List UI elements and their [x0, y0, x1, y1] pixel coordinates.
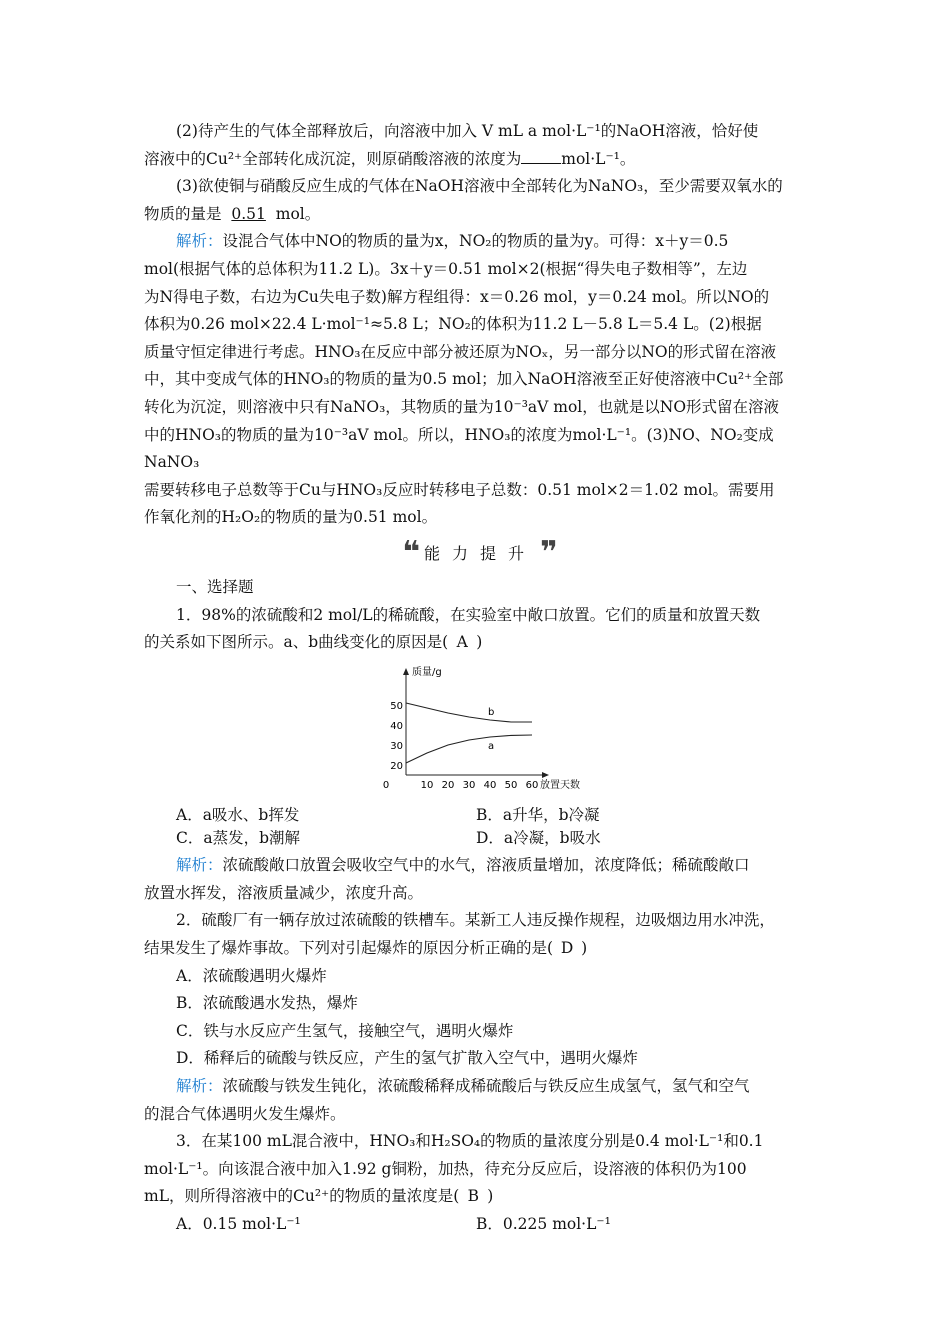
option-b: B．浓硫酸遇水发热，爆炸 — [176, 994, 358, 1013]
section-title: 能力提升 — [423, 544, 536, 564]
option-a: A．0.15 mol·L⁻¹ — [176, 1215, 301, 1233]
q2-part2-text: 溶液中的Cu²⁺全部转化成沉淀，则原硝酸溶液的浓度为 — [144, 149, 522, 168]
analysis-text: 设混合气体中NO的物质的量为x，NO₂的物质的量为y。可得：x＋y＝0.5 — [222, 232, 729, 251]
answer-blank — [521, 149, 561, 164]
open-quote-icon: ❝ — [402, 534, 420, 570]
analysis-1-line: 体积为0.26 mol×22.4 L·mol⁻¹≈5.8 L；NO₂的体积为11.2 L－5.8 L＝5.4 L。(2)根据 — [144, 315, 762, 334]
analysis-label: 解析： — [176, 1077, 223, 1096]
analysis-label: 解析： — [176, 856, 223, 875]
x-axis-label: 放置天数 — [540, 779, 580, 791]
x-tick-label: 40 — [483, 779, 497, 791]
series-line-b — [406, 703, 532, 722]
x-tick-label: 50 — [504, 779, 518, 791]
analysis-1-line: 中，其中变成气体的HNO₃的物质的量为0.5 mol；加入NaOH溶液至正好使溶液中Cu²⁺全部 — [144, 370, 784, 389]
analysis-1-line: 中的HNO₃的物质的量为10⁻³aV mol。所以，HNO₃的浓度为mol·L⁻¹。(3)NO、NO₂变成NaNO₃ — [144, 425, 774, 472]
analysis-label: 解析： — [176, 232, 223, 251]
q1-close: ) — [476, 633, 483, 652]
series-line-a — [406, 735, 532, 763]
mass-days-chart — [372, 663, 592, 793]
q1-analysis-line: 放置水挥发，溶液质量减少，浓度升高。 — [144, 883, 424, 902]
option-d: D．稀释后的硫酸与铁反应，产生的氢气扩散入空气中，遇明火爆炸 — [176, 1049, 638, 1068]
analysis-text: 浓硫酸与铁发生钝化，浓硫酸稀释成稀硫酸后与铁反应生成氢气，氢气和空气 — [222, 1077, 750, 1096]
q3-options-row — [144, 1211, 816, 1239]
q1-options-row — [144, 803, 816, 825]
analysis-1-line — [144, 228, 816, 256]
q2-analysis — [144, 1073, 816, 1101]
analysis-1-line: mol(根据气体的总体积为11.2 L)。3x＋y＝0.51 mol×2(根据“得失电子数相等”，左边 — [144, 259, 748, 278]
analysis-1 — [144, 228, 816, 532]
q2-part3-answer: 0.51 — [231, 204, 266, 223]
analysis-1-line: 为N得电子数，右边为Cu失电子数)解方程组得：x＝0.26 mol，y＝0.24 mol。所以NO的 — [144, 287, 770, 306]
option-a: A．浓硫酸遇明火爆炸 — [176, 966, 327, 985]
x-tick-label: 20 — [441, 779, 455, 791]
y-tick-label: 50 — [390, 700, 403, 712]
option-a: A．a吸水、b挥发 — [176, 805, 300, 824]
q3-close: ) — [487, 1187, 494, 1206]
section-banner — [144, 536, 816, 570]
y-axis-arrow-icon — [403, 668, 409, 675]
q2-stem: 2．硫酸厂有一辆存放过浓硫酸的铁槽车。某新工人违反操作规程，边吸烟边用水冲洗， — [176, 911, 775, 930]
q2-part3-line1: (3)欲使铜与硝酸反应生成的气体在NaOH溶液中全部转化为NaNO₃，至少需要双氧水的 — [176, 177, 783, 196]
document-page — [144, 118, 816, 1239]
q2-part2-unit: mol·L⁻¹。 — [561, 149, 636, 168]
q2-part3-text: 物质的量是 — [144, 204, 222, 223]
q3-stem: mol·L⁻¹。向该混合液中加入1.92 g铜粉，加热，待充分反应后，设溶液的体积仍为100 — [144, 1159, 747, 1178]
analysis-1-line: 需要转移电子总数等于Cu与HNO₃反应时转移电子总数：0.51 mol×2＝1.02 mol。需要用 — [144, 480, 775, 499]
option-c: C．铁与水反应产生氢气，接触空气，遇明火爆炸 — [176, 1021, 514, 1040]
q3-answer: B — [467, 1187, 479, 1206]
q1-stem-end — [144, 629, 816, 657]
analysis-1-line: 作氧化剂的H₂O₂的物质的量为0.51 mol。 — [144, 508, 438, 527]
y-axis-label: 质量/g — [412, 666, 442, 678]
q3-stem-text: mL，则所得溶液中的Cu²⁺的物质的量浓度是( — [144, 1187, 460, 1206]
q2-analysis-line: 的混合气体遇明火发生爆炸。 — [144, 1104, 346, 1123]
q2-close: ) — [581, 939, 588, 958]
series-label-a: a — [488, 740, 495, 752]
x-tick-label: 10 — [420, 779, 434, 791]
q2-part2-line2 — [144, 146, 816, 174]
q1-options-row — [144, 825, 816, 853]
section-heading: 一、选择题 — [176, 577, 254, 596]
x-tick-label: 0 — [382, 779, 390, 791]
option-d: D．a冷凝，b吸水 — [476, 828, 601, 847]
q1-stem: 1．98%的浓硫酸和2 mol/L的稀硫酸，在实验室中敞口放置。它们的质量和放置天数 — [176, 605, 761, 624]
analysis-1-line: 质量守恒定律进行考虑。HNO₃在反应中部分被还原为NOₓ，另一部分以NO的形式留在溶液 — [144, 342, 777, 361]
q1-answer: A — [456, 633, 468, 652]
option-b: B．a升华，b冷凝 — [476, 805, 600, 824]
q3-stem-end — [144, 1183, 816, 1211]
q2-part3-unit: mol。 — [275, 204, 321, 223]
option-c: C．a蒸发，b潮解 — [176, 828, 301, 847]
analysis-text: 浓硫酸敞口放置会吸收空气中的水气，溶液质量增加，浓度降低；稀硫酸敞口 — [222, 856, 750, 875]
q3-stem: 3．在某100 mL混合液中，HNO₃和H₂SO₄的物质的量浓度分别是0.4 mol·L⁻¹和0.1 — [176, 1132, 764, 1151]
q1-analysis — [144, 852, 816, 880]
q2-answer: D — [560, 939, 574, 958]
q2-stem-end — [144, 935, 816, 963]
x-axis-arrow-icon — [542, 772, 549, 778]
q2-part2-line1: (2)待产生的气体全部释放后，向溶液中加入 V mL a mol·L⁻¹的NaOH溶液，恰好使 — [176, 122, 759, 140]
x-tick-label: 30 — [462, 779, 476, 791]
y-tick-label: 20 — [390, 760, 403, 772]
close-quote-icon: ❞ — [540, 534, 558, 570]
q2-stem-text: 结果发生了爆炸事故。下列对引起爆炸的原因分析正确的是( — [144, 939, 554, 958]
q1-stem-text: 的关系如下图所示。a、b曲线变化的原因是( — [144, 633, 449, 652]
analysis-1-line: 转化为沉淀，则溶液中只有NaNO₃，其物质的量为10⁻³aV mol，也就是以NO形式留在溶液 — [144, 397, 780, 416]
y-tick-label: 30 — [390, 740, 403, 752]
x-tick-label: 60 — [525, 779, 539, 791]
option-b: B．0.225 mol·L⁻¹ — [476, 1215, 611, 1233]
y-tick-label: 40 — [390, 720, 403, 732]
q2-part3-line2 — [144, 201, 816, 229]
series-label-b: b — [488, 706, 495, 718]
